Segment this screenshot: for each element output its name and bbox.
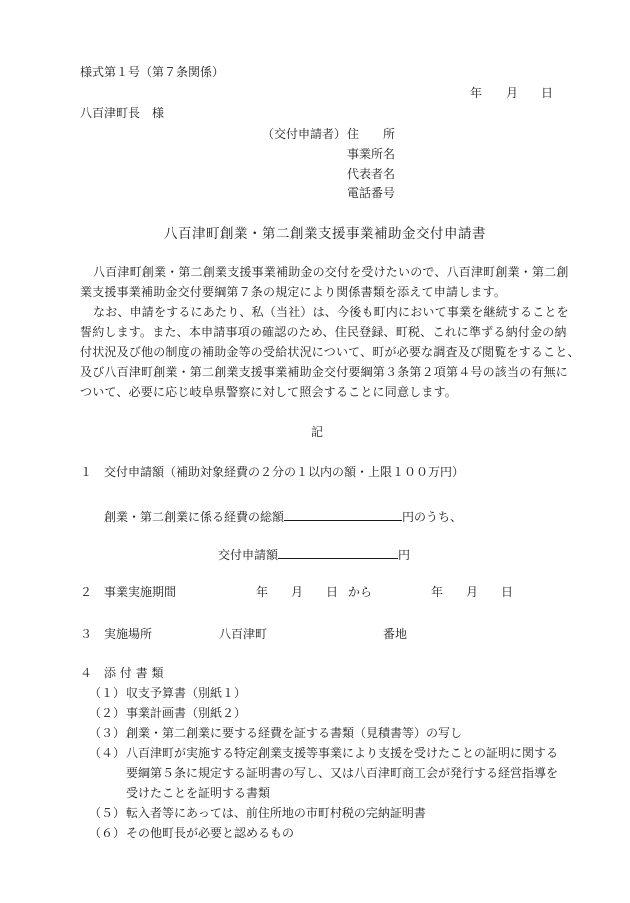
section3-number: ３ — [80, 627, 93, 641]
end-month-label: 月 — [466, 585, 479, 599]
total-expense-input[interactable] — [284, 508, 402, 521]
date-day-label: 日 — [541, 86, 554, 100]
attachment-item-text: その他町長が必要と認めるもの — [126, 826, 295, 840]
attachment-item-num: （２） — [89, 706, 126, 720]
attachment-item-num: （５） — [89, 806, 126, 820]
attachment-item-num: （３） — [89, 726, 126, 740]
request-amount-suffix: 円 — [398, 548, 411, 562]
body-line: ついて、必要に応じ岐阜県警察に対して照会することに同意します。 — [80, 385, 458, 399]
location-lot-label: 番地 — [383, 627, 408, 641]
section4-heading: 添 付 書 類 — [104, 666, 164, 680]
attachment-item-num: （６） — [89, 826, 126, 840]
attachment-item-text: 要綱第５条に規定する証明書の写し、又は八百津町商工会が発行する経営指導を — [126, 766, 559, 780]
applicant-address-label: 住 所 — [347, 127, 396, 141]
applicant-label: （交付申請者） — [262, 127, 347, 141]
section3-heading: 実施場所 — [104, 627, 153, 641]
body-line: 八百津町創業・第二創業支援事業補助金の交付を受けたいので、八百津町創業・第二創 — [93, 265, 569, 279]
request-amount-label: 交付申請額 — [218, 548, 279, 562]
body-line: なお、申請をするにあたり、私（当社）は、今後も町内において事業を継続することを — [93, 305, 569, 319]
date-year-label: 年 — [470, 86, 483, 100]
section2-number: ２ — [80, 585, 93, 599]
total-expense-row — [104, 508, 462, 523]
end-day-label: 日 — [501, 585, 514, 599]
location-town: 八百津町 — [219, 627, 268, 641]
start-day-label: 日 — [326, 585, 339, 599]
attachment-item-text: 転入者等にあっては、前住所地の市町村税の完納証明書 — [126, 806, 426, 820]
attachment-item-text: 事業計画書（別紙２） — [126, 706, 247, 720]
section1-number: １ — [80, 465, 93, 479]
document-title: 八百津町創業・第二創業支援事業補助金交付申請書 — [164, 226, 486, 242]
total-expense-label: 創業・第二創業に係る経費の総額 — [104, 510, 285, 524]
attachment-item-text: 受けたことを証明する書類 — [126, 786, 271, 800]
request-amount-row — [218, 546, 410, 561]
body-line: 付状況及び他の制度の補助金等の受給状況について、町が必要な調査及び閲覧をすること、 — [80, 345, 580, 359]
attachment-item-text: 創業・第二創業に要する経費を証する書類（見積書等）の写し — [126, 726, 463, 740]
body-line: 及び八百津町創業・第二創業支援事業補助金交付要綱第３条第２項第４号の該当の有無に — [80, 365, 569, 379]
section4-number: ４ — [80, 666, 93, 680]
form-number: 様式第１号（第７条関係） — [80, 65, 225, 79]
applicant-representative-label: 代表者名 — [347, 167, 396, 181]
section1-heading: 交付申請額（補助対象経費の２分の１以内の額・上限１００万円） — [104, 465, 465, 479]
body-line: 業支援事業補助金交付要綱第７条の規定により関係書類を添えて申請します。 — [80, 285, 507, 299]
start-month-label: 月 — [291, 585, 304, 599]
date-month-label: 月 — [506, 86, 519, 100]
ki-heading: 記 — [311, 425, 324, 439]
attachment-item-num: （４） — [89, 746, 126, 760]
request-amount-input[interactable] — [278, 546, 398, 559]
attachment-item-num: （１） — [89, 686, 126, 700]
section2-heading: 事業実施期間 — [104, 585, 177, 599]
start-year-label: 年 — [256, 585, 269, 599]
addressee: 八百津町長 様 — [80, 106, 165, 120]
total-expense-suffix: 円のうち、 — [402, 510, 463, 524]
attachment-item-text: 収支予算書（別紙１） — [126, 686, 247, 700]
applicant-phone-label: 電話番号 — [347, 186, 396, 200]
end-year-label: 年 — [431, 585, 444, 599]
from-label: から — [348, 585, 373, 599]
applicant-office-label: 事業所名 — [347, 147, 396, 161]
body-line: 誓約します。また、本申請事項の確認のため、住民登録、町税、これに準ずる納付金の納 — [80, 325, 567, 339]
attachment-item-text: 八百津町が実施する特定創業支援等事業により支援を受けたことの証明に関する — [126, 746, 559, 760]
